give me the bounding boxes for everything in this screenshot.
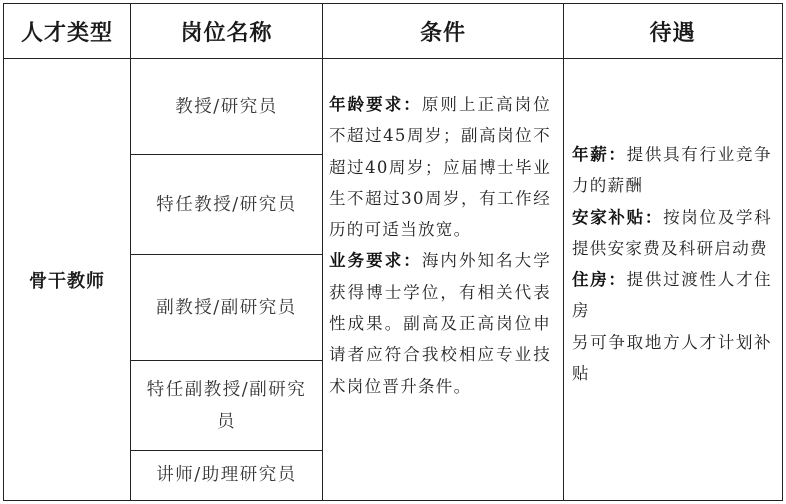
position-cell: 教授/研究员 (175, 96, 278, 117)
settlement-allowance-text: 按岗位及学科提供安家费及科研启动费 (572, 207, 772, 258)
treatment-text (572, 139, 772, 389)
column-divider (563, 4, 564, 500)
position-cell: 特任教授/研究员 (156, 194, 297, 215)
extra-subsidy-text: 另可争取地方人才计划补贴 (572, 332, 772, 384)
salary-text: 提供具有行业竞争力的薪酬 (572, 145, 772, 196)
header-talent-type: 人才类型 (20, 19, 113, 46)
business-requirement-text: 海内外知名大学获得博士学位，有相关代表性成果。副高及正高岗位申请者应符合我校相应专业技术岗位晋升条件。 (329, 251, 552, 396)
header-treatment: 待遇 (649, 19, 696, 46)
position-cell: 副教授/副研究员 (156, 297, 297, 318)
settlement-allowance-label: 安家补贴： (572, 207, 664, 227)
talent-type-cell: 骨干教师 (29, 270, 105, 292)
position-cell: 讲师/助理研究员 (156, 465, 297, 485)
business-requirement-label: 业务要求： (329, 251, 422, 271)
age-requirement-text: 原则上正高岗位不超过45周岁；副高岗位不超过40周岁；应届博士毕业生不超过30周岁，有工作经历的可适当放宽。 (329, 95, 552, 240)
housing-text: 提供过渡性人才住房 (572, 270, 772, 321)
conditions-text (329, 89, 551, 402)
column-divider (322, 4, 323, 500)
position-cell: 特任副教授/副研究员 (146, 379, 307, 432)
header-conditions: 条件 (419, 19, 466, 46)
age-requirement-label: 年龄要求： (329, 95, 422, 114)
housing-label: 住房： (572, 270, 627, 290)
header-position: 岗位名称 (180, 19, 273, 46)
salary-label: 年薪： (572, 145, 627, 164)
